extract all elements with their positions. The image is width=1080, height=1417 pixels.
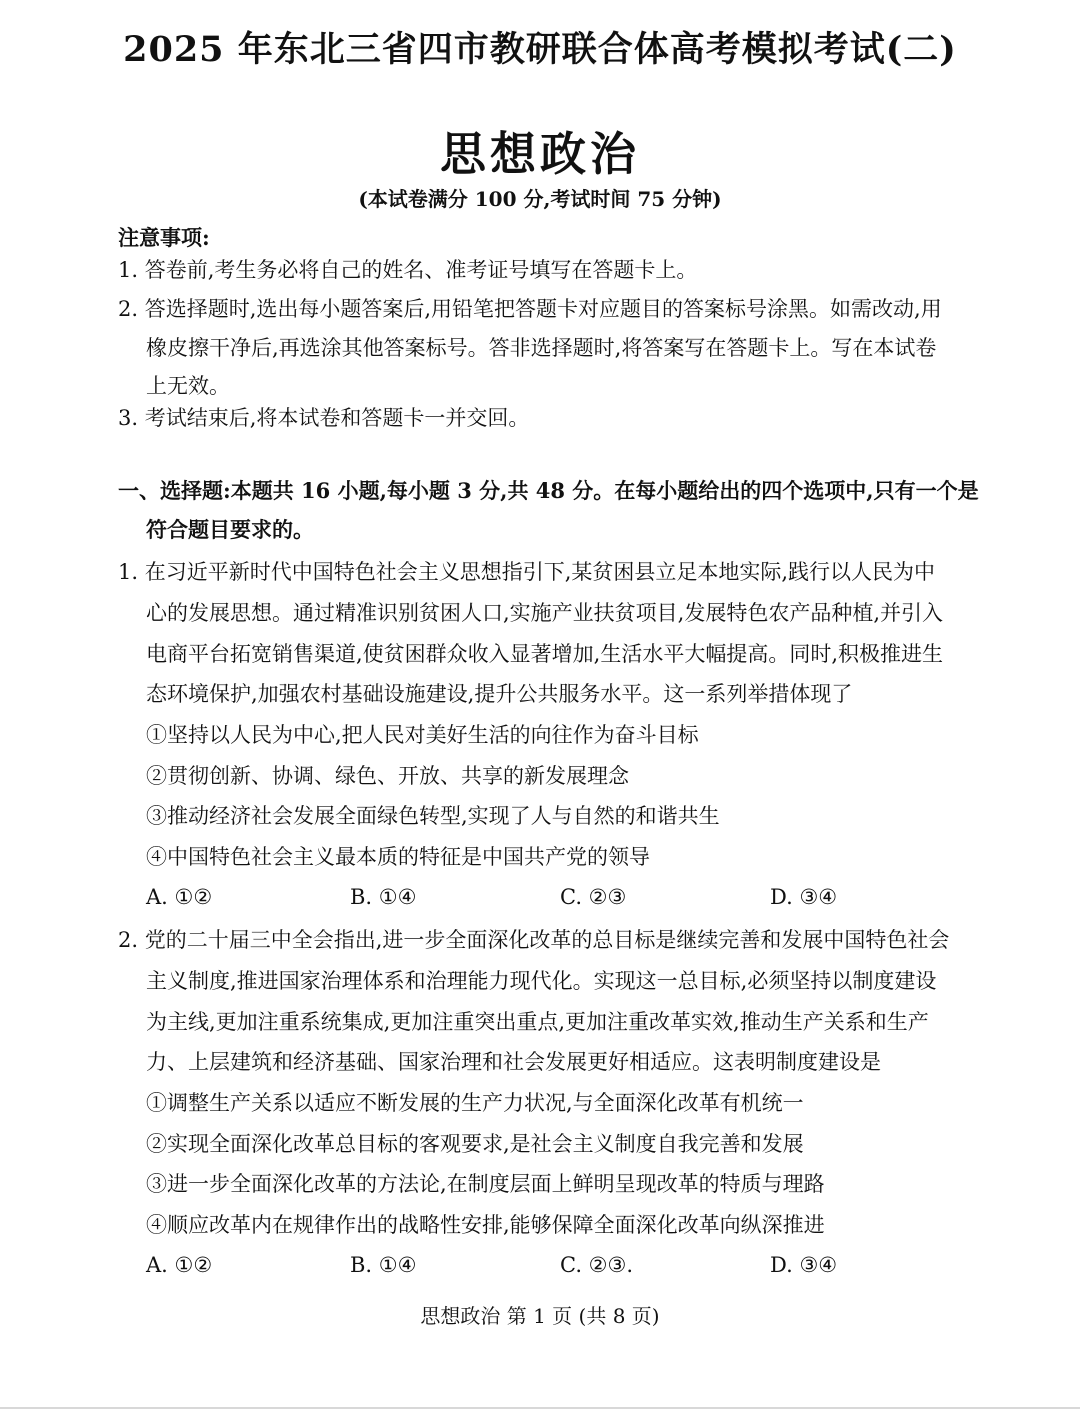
section-heading: 符合题目要求的。 <box>146 517 314 542</box>
question-1-stem: 态环境保护,加强农村基础设施建设,提升公共服务水平。这一系列举措体现了 <box>146 682 853 706</box>
bottom-divider <box>0 1407 1080 1409</box>
option-a: A. ①② <box>146 885 213 909</box>
question-1-stem: 电商平台拓宽销售渠道,使贫困群众收入显著增加,生活水平大幅提高。同时,积极推进生 <box>146 642 944 666</box>
question-1-statement: ③推动经济社会发展全面绿色转型,实现了人与自然的和谐共生 <box>146 804 720 828</box>
notice-line: 橡皮擦干净后,再选涂其他答案标号。答非选择题时,将答案写在答题卡上。写在本试卷 <box>146 336 937 360</box>
question-2-statement: ④顺应改革内在规律作出的战略性安排,能够保障全面深化改革向纵深推进 <box>146 1213 825 1237</box>
notice-line: 3. 考试结束后,将本试卷和答题卡一并交回。 <box>118 406 530 430</box>
question-2-statement: ②实现全面深化改革总目标的客观要求,是社会主义制度自我完善和发展 <box>146 1132 804 1156</box>
question-2-stem: 力、上层建筑和经济基础、国家治理和社会发展更好相适应。这表明制度建设是 <box>146 1050 881 1074</box>
notice-line: 2. 答选择题时,选出每小题答案后,用铅笔把答题卡对应题目的答案标号涂黑。如需改动,用 <box>118 297 942 321</box>
section-heading: 一、选择题:本题共 16 小题,每小题 3 分,共 48 分。在每小题给出的四个选项中,只有一个是 <box>118 478 979 503</box>
notice-line: 1. 答卷前,考生务必将自己的姓名、准考证号填写在答题卡上。 <box>118 258 698 282</box>
question-1-statement: ①坚持以人民为中心,把人民对美好生活的向往作为奋斗目标 <box>146 723 699 747</box>
page-footer: 思想政治 第 1 页 (共 8 页) <box>420 1304 660 1328</box>
question-2-stem: 2. 党的二十届三中全会指出,进一步全面深化改革的总目标是继续完善和发展中国特色社会 <box>118 928 950 952</box>
option-b: B. ①④ <box>350 1253 417 1277</box>
question-1-options <box>146 883 866 911</box>
question-2-stem: 为主线,更加注重系统集成,更加注重突出重点,更加注重改革实效,推动生产关系和生产 <box>146 1010 929 1034</box>
option-d: D. ③④ <box>770 885 838 909</box>
question-2-stem: 主义制度,推进国家治理体系和治理能力现代化。实现这一总目标,必须坚持以制度建设 <box>146 969 937 993</box>
score-note: (本试卷满分 100 分,考试时间 75 分钟) <box>358 187 722 211</box>
question-2-statement: ①调整生产关系以适应不断发展的生产力状况,与全面深化改革有机统一 <box>146 1091 804 1115</box>
question-2-statement: ③进一步全面深化改革的方法论,在制度层面上鲜明呈现改革的特质与理路 <box>146 1172 825 1196</box>
question-1-statement: ②贯彻创新、协调、绿色、开放、共享的新发展理念 <box>146 764 629 788</box>
option-d: D. ③④ <box>770 1253 838 1277</box>
question-1-stem: 1. 在习近平新时代中国特色社会主义思想指引下,某贫困县立足本地实际,践行以人民为中 <box>118 560 936 584</box>
option-a: A. ①② <box>146 1253 213 1277</box>
question-2-options <box>146 1251 866 1279</box>
question-1-statement: ④中国特色社会主义最本质的特征是中国共产党的领导 <box>146 845 650 869</box>
notice-line: 上无效。 <box>146 374 230 398</box>
exam-title: 2025 年东北三省四市教研联合体高考模拟考试(二) <box>123 29 957 70</box>
option-c: C. ②③ <box>560 885 627 909</box>
question-1-stem: 心的发展思想。通过精准识别贫困人口,实施产业扶贫项目,发展特色农产品种植,并引入 <box>146 601 944 625</box>
option-b: B. ①④ <box>350 885 417 909</box>
subject-title: 思想政治 <box>440 127 640 181</box>
notice-heading: 注意事项: <box>118 225 210 250</box>
option-c: C. ②③. <box>560 1253 633 1277</box>
